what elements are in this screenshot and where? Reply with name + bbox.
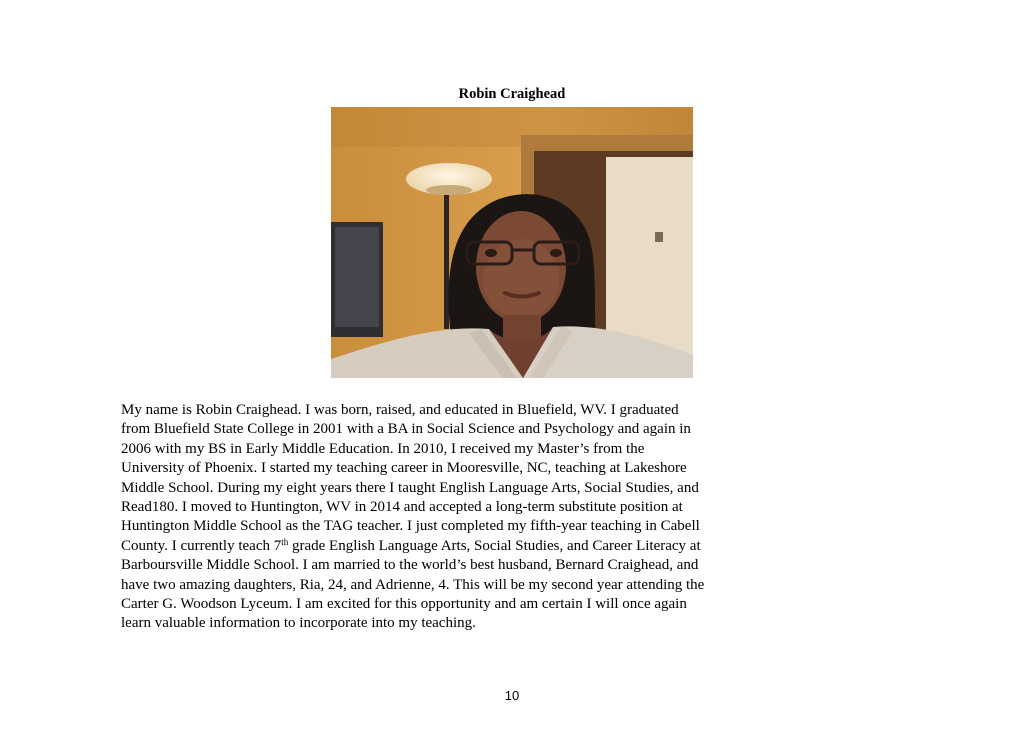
bio-line: from Bluefield State College in 2001 with a BA in Social Science and Psychology and again in — [121, 421, 691, 438]
bio-line: Middle School. During my eight years there I taught English Language Arts, Social Studies, and — [121, 479, 699, 496]
page-title: Robin Craighead — [458, 86, 566, 102]
bio-line: My name is Robin Craighead. I was born, raised, and educated in Bluefield, WV. I graduated — [121, 402, 679, 418]
bio-line: Barboursville Middle School. I am married to the world’s best husband, Bernard Craighead, and — [121, 557, 699, 574]
bio-line: have two amazing daughters, Ria, 24, and Adrienne, 4. This will be my second year attending the — [121, 576, 705, 593]
bio-line: learn valuable information to incorporate into my teaching. — [121, 615, 476, 632]
bio-line — [121, 537, 911, 556]
bio-line: Carter G. Woodson Lyceum. I am excited for this opportunity and am certain I will once again — [121, 596, 687, 613]
bio-line: Huntington Middle School as the TAG teacher. I just completed my fifth-year teaching in Cabell — [121, 518, 700, 535]
bio-paragraph — [121, 401, 911, 634]
ordinal-superscript: th — [281, 536, 289, 547]
bio-text: grade English Language Arts, Social Studies, and Career Literacy at — [288, 537, 701, 554]
bio-line: University of Phoenix. I started my teaching career in Mooresville, NC, teaching at Lakeshore — [121, 460, 687, 477]
bio-line: Read180. I moved to Huntington, WV in 2014 and accepted a long-term substitute position at — [121, 499, 683, 516]
bio-line: 2006 with my BS in Early Middle Education. In 2010, I received my Master’s from the — [121, 440, 645, 457]
page-number: 10 — [504, 688, 520, 703]
portrait-photo — [331, 107, 693, 378]
bio-text: County. I currently teach 7 — [121, 537, 282, 554]
